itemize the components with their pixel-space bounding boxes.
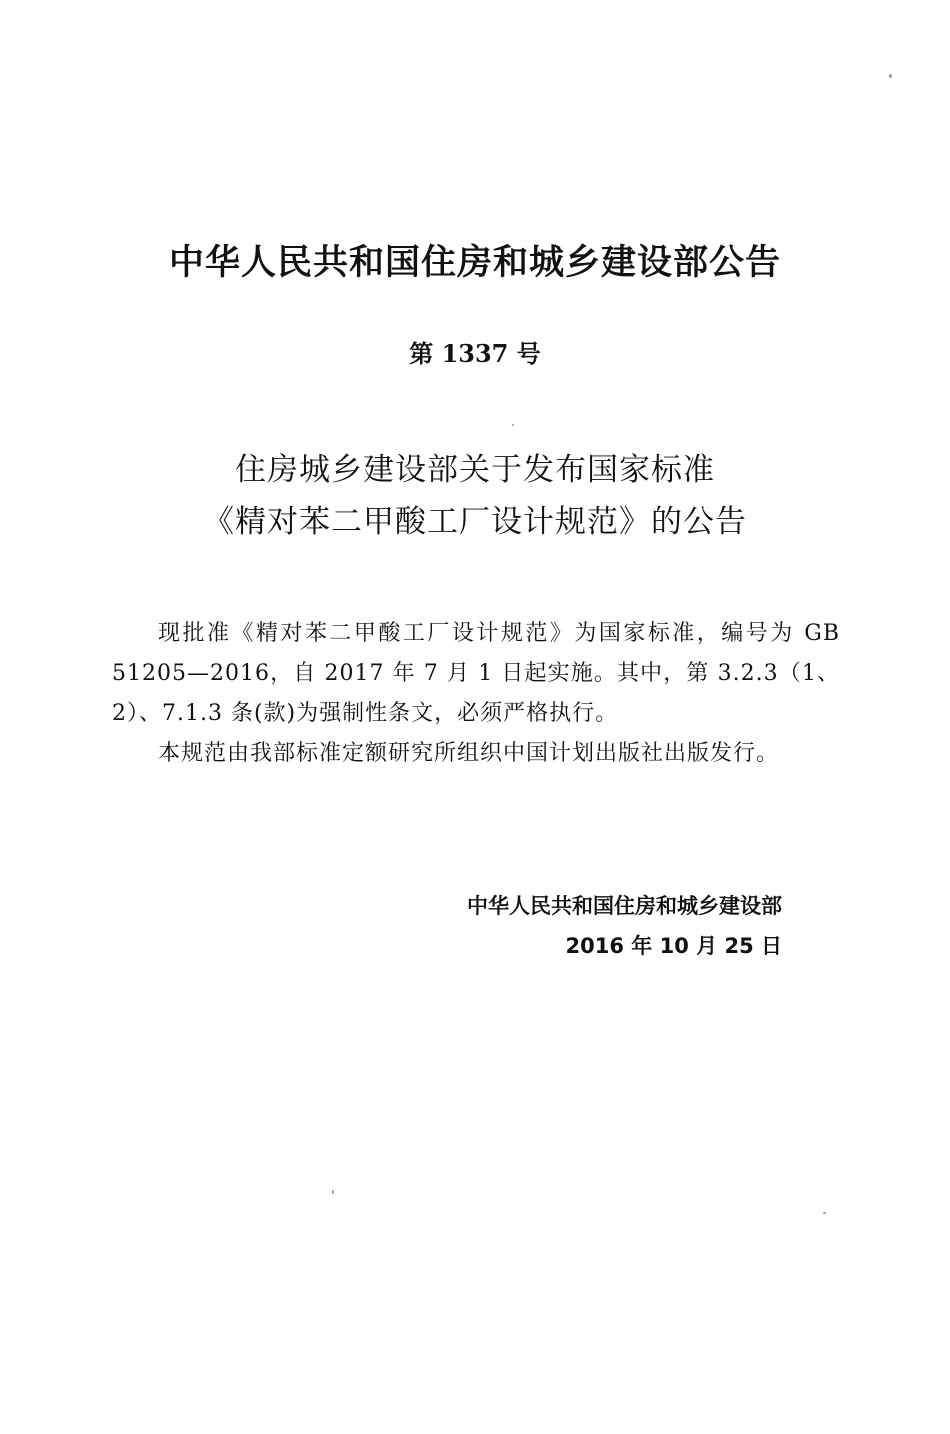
scan-speck	[889, 74, 892, 78]
announcement-headline: 中华人民共和国住房和城乡建设部公告	[168, 243, 781, 283]
signature-block	[467, 886, 782, 966]
issuer-name: 中华人民共和国住房和城乡建设部	[467, 894, 782, 918]
subtitle-line-2: 《精对苯二甲酸工厂设计规范》的公告	[203, 504, 747, 540]
announcement-subtitle	[0, 444, 950, 548]
issue-date: 2016 年 10 月 25 日	[565, 934, 782, 958]
scan-speck	[332, 1190, 334, 1194]
body-paragraph-2: 本规范由我部标准定额研究所组织中国计划出版社出版发行。	[158, 741, 780, 766]
announcement-body	[112, 614, 840, 774]
announcement-number: 第 1337 号	[409, 339, 541, 368]
scan-speck	[512, 424, 514, 426]
scan-speck	[823, 1212, 826, 1214]
subtitle-line-1: 住房城乡建设部关于发布国家标准	[235, 452, 715, 488]
body-paragraph-1: 现批准《精对苯二甲酸工厂设计规范》为国家标准，编号为 GB 51205—2016，自 2017 年 7 月 1 日起实施。其中，第 3.2.3（1、2）、7.1.3 条(款)为强制性条文，必须严格执行。	[112, 621, 840, 726]
